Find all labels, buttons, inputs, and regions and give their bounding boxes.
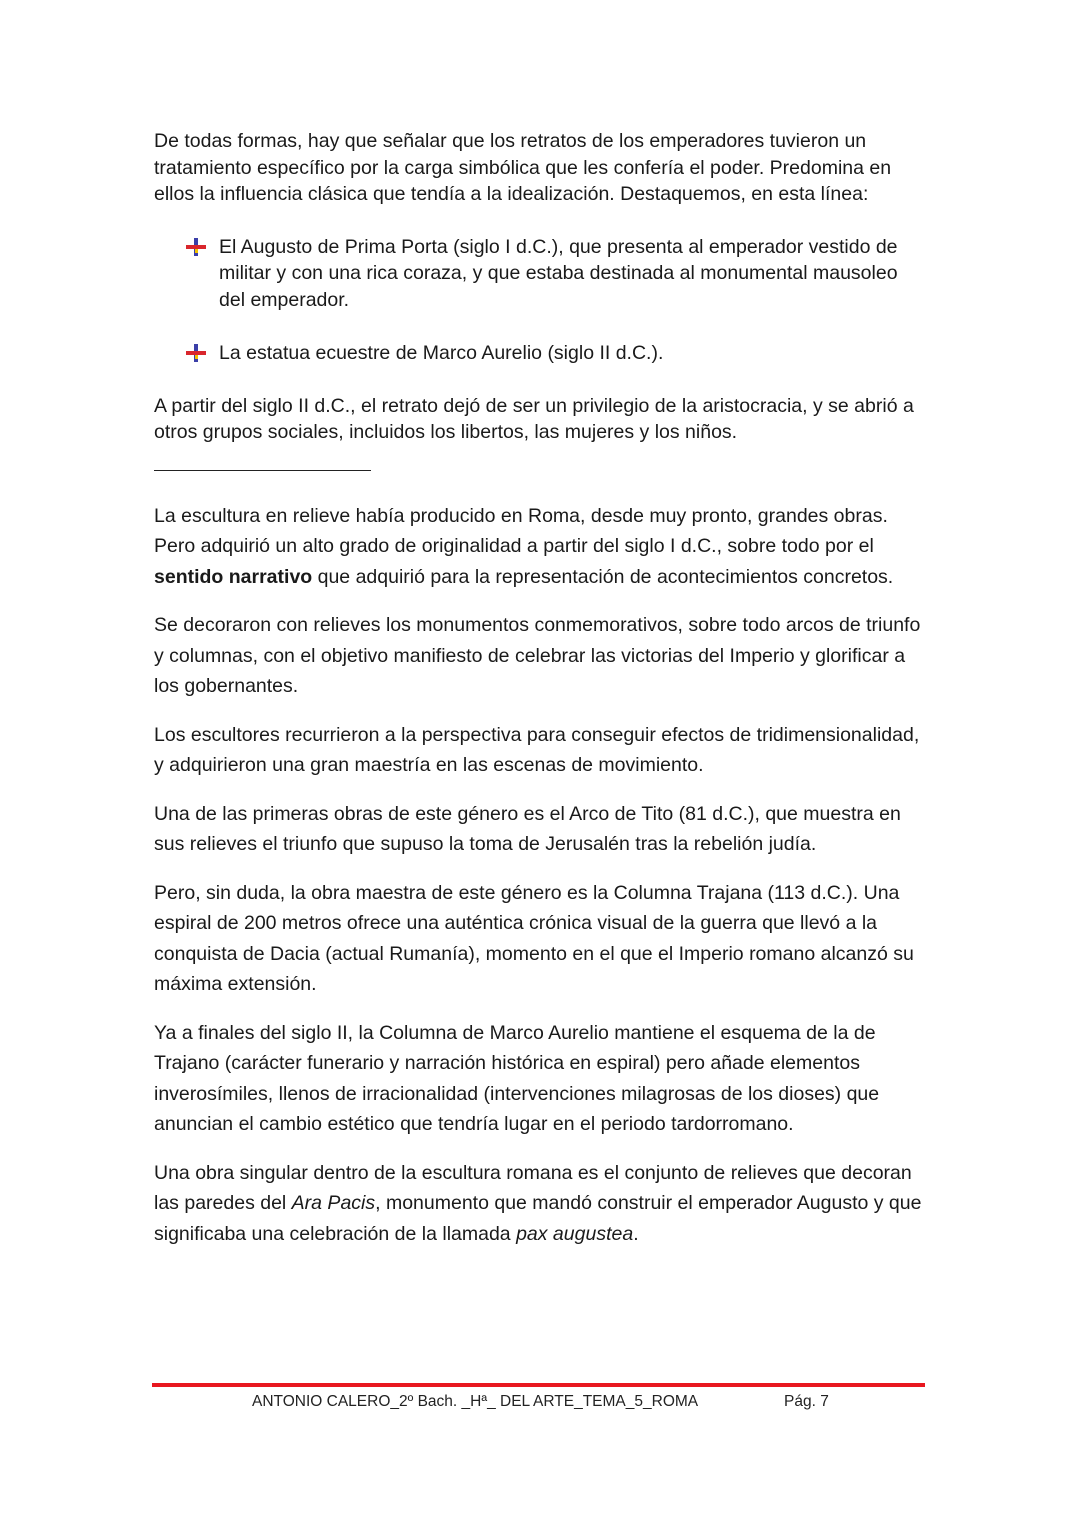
page-number: Pág. 7 bbox=[784, 1393, 829, 1410]
italic-term: pax augustea bbox=[516, 1222, 634, 1245]
list-item bbox=[154, 234, 924, 314]
bullet-list bbox=[154, 234, 924, 367]
italic-term: Ara Pacis bbox=[291, 1192, 376, 1214]
list-item bbox=[154, 340, 924, 367]
paragraph-monumentos: Se decoraron con relieves los monumentos conmemorativos, sobre todo arcos de triunfo y columnas, con el objetivo manifiesto de celebrar las victorias del Imperio y glorificar a los gobernantes. bbox=[154, 614, 921, 697]
paragraph-columna-trajana: Pero, sin duda, la obra maestra de este género es la Columna Trajana (113 d.C.). Una espiral de 200 metros ofrece una auténtica crónica visual de la guerra que llevó a la conquista de Dacia (actual Rumanía), momento en el que el Imperio romano alcanzó su máxima extensión. bbox=[154, 881, 914, 995]
text-span: . bbox=[633, 1222, 639, 1245]
paragraph-relieve bbox=[154, 501, 924, 593]
text-span: Una obra singular dentro de la escultura romana es el conjunto de relieves que decoran las paredes del bbox=[154, 1161, 912, 1214]
document-page bbox=[154, 128, 924, 1249]
plus-bullet-icon bbox=[186, 344, 206, 362]
footer-title: ANTONIO CALERO_2º Bach. _Hª_ DEL ARTE_TEMA_5_ROMA bbox=[252, 1393, 699, 1410]
paragraph-perspectiva: Los escultores recurrieron a la perspectiva para conseguir efectos de tridimensionalidad, y adquirieron una gran maestría en las escenas de movimiento. bbox=[154, 723, 920, 776]
plus-bullet-icon bbox=[186, 238, 206, 256]
bullet-text: El Augusto de Prima Porta (siglo I d.C.), que presenta al emperador vestido de militar y con una rica coraza, y que estaba destinada al monumental mausoleo del emperador. bbox=[219, 235, 898, 311]
bold-term: sentido narrativo bbox=[154, 565, 313, 588]
paragraph-retrato: A partir del siglo II d.C., el retrato dejó de ser un privilegio de la aristocracia, y se abrió a otros grupos sociales, incluidos los libertos, las mujeres y los niños. bbox=[154, 394, 914, 443]
paragraph-columna-marco-aurelio: Ya a finales del siglo II, la Columna de Marco Aurelio mantiene el esquema de la de Trajano (carácter funerario y narración histórica en espiral) pero añade elementos inverosímiles, llenos de irracionalidad (intervenciones milagrosas de los dioses) que anuncian el cambio estético que tendría lugar en el periodo tardorromano. bbox=[154, 1021, 880, 1135]
footer-rule bbox=[152, 1383, 925, 1387]
text-span: La escultura en relieve había producido en Roma, desde muy pronto, grandes obras. Pero adquirió un alto grado de originalidad a partir del siglo I d.C., sobre todo por el bbox=[154, 504, 888, 557]
paragraph-arco-tito: Una de las primeras obras de este género es el Arco de Tito (81 d.C.), que muestra en sus relieves el triunfo que supuso la toma de Jerusalén tras la rebelión judía. bbox=[154, 802, 901, 855]
section-separator bbox=[154, 456, 371, 471]
bullet-text: La estatua ecuestre de Marco Aurelio (siglo II d.C.). bbox=[219, 342, 664, 364]
text-span: que adquirió para la representación de acontecimientos concretos. bbox=[312, 565, 894, 588]
paragraph-ara-pacis bbox=[154, 1158, 924, 1250]
intro-paragraph: De todas formas, hay que señalar que los retratos de los emperadores tuvieron un tratamiento específico por la carga simbólica que les confería el poder. Predomina en ellos la influencia clásica que tendía a la idealización. Destaquemos, en esta línea: bbox=[154, 130, 892, 205]
text-span: , monumento que mandó construir el emperador Augusto y que significaba una celebración de la llamada bbox=[154, 1192, 922, 1245]
